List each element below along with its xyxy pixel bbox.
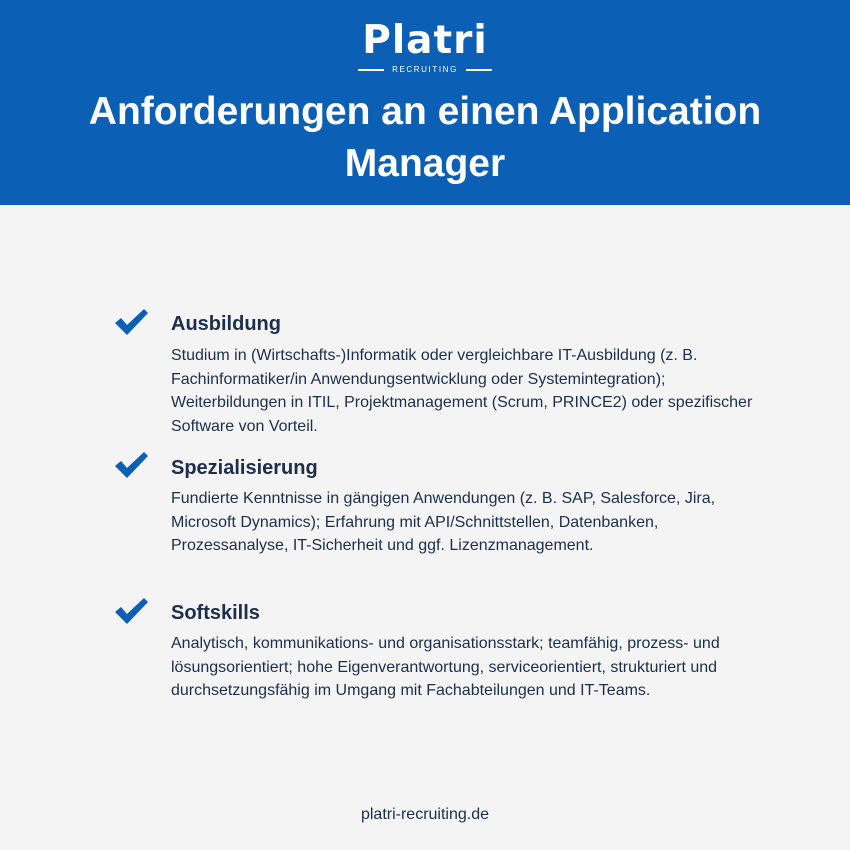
requirement-text: Fundierte Kenntnisse in gängigen Anwendungen (z. B. SAP, Salesforce, Jira, Microsoft Dynamics); Erfahrung mit API/Schnittstellen, Datenbanken, Prozessanalyse, IT-Sicherheit und ggf. Lizenzmanagement. [171, 490, 716, 554]
requirement-title: Softskills [171, 602, 260, 624]
checkmark-icon [113, 307, 149, 337]
requirement-title: Spezialisierung [171, 457, 318, 479]
checkmark-icon [113, 450, 149, 480]
page-title: Anforderungen an einen Application Manager [88, 90, 762, 185]
requirement-text: Analytisch, kommunikations- und organisationsstark; teamfähig, prozess- und lösungsorientiert; hohe Eigenverantwortung, serviceorientiert, strukturiert und durchsetzungsfähig im Umgang mit Fachabteilungen und IT-Teams. [171, 635, 720, 699]
requirement-text: Studium in (Wirtschafts-)Informatik oder vergleichbare IT-Ausbildung (z. B. Fachinformatiker/in Anwendungsentwicklung oder Systemintegration); Weiterbildungen in ITIL, Projektmanagement (Scrum, PRINCE2) oder spezifischer Software von Vorteil. [171, 347, 753, 435]
divider-line-left [358, 69, 384, 71]
divider-line-right [466, 69, 492, 71]
header-banner [0, 0, 850, 205]
brand-name: Platri [362, 18, 488, 63]
brand-logo [0, 18, 850, 75]
website-link[interactable]: platri-recruiting.de [360, 806, 490, 823]
requirement-title: Ausbildung [171, 313, 281, 335]
brand-tagline-row [0, 65, 850, 75]
checkmark-icon [113, 596, 149, 626]
brand-tagline: RECRUITING [392, 65, 458, 74]
